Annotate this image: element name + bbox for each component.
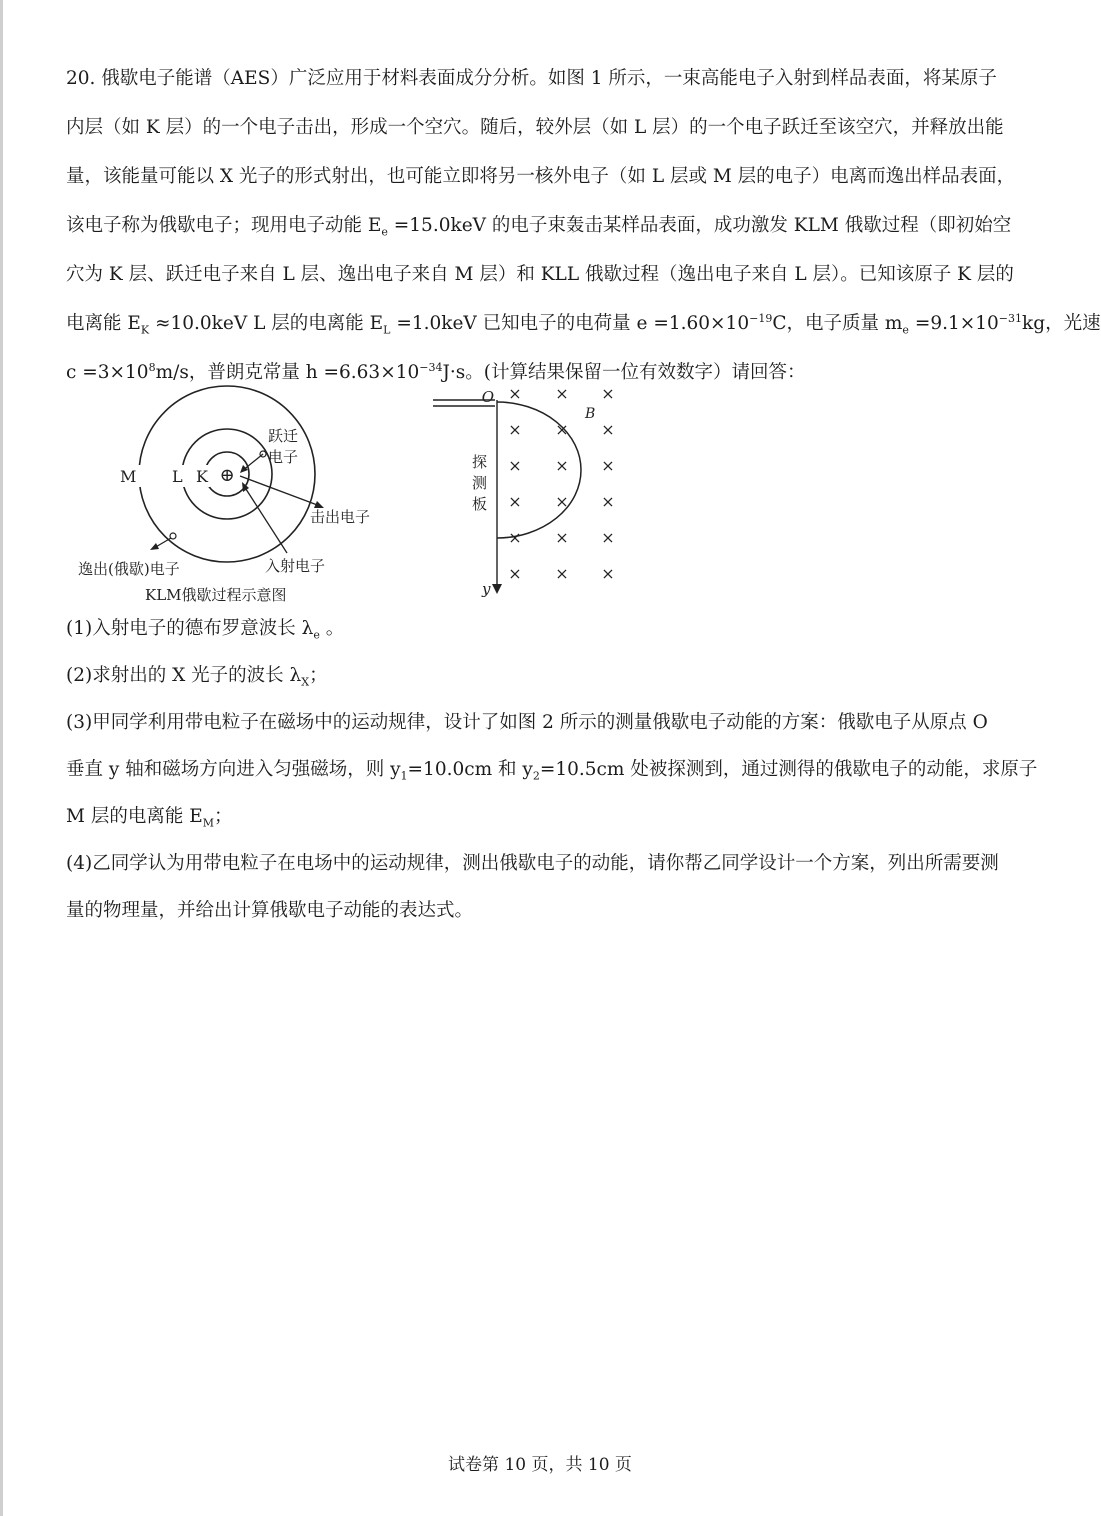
shell-label-l: L	[172, 467, 183, 486]
detector-label-2: 测	[472, 474, 488, 492]
field-cross: ×	[555, 420, 569, 439]
field-cross: ×	[601, 492, 615, 511]
field-cross: ×	[601, 456, 615, 475]
field-cross: ×	[601, 420, 615, 439]
field-cross: ×	[555, 492, 569, 511]
incident-arrowhead	[242, 482, 249, 492]
field-cross: ×	[508, 420, 522, 439]
problem-line: $c =3\times 10^8m/s$，普朗克常量 $h =6.63\times 10^{-34}J\cdot s$。(计算结果保留一位有效数字）请回答：	[66, 360, 806, 383]
ejected-arrow	[240, 476, 320, 506]
ejected-arrowhead	[314, 501, 324, 508]
auger-arrowhead	[150, 543, 159, 550]
transition-label-1: 跃迁	[268, 427, 299, 445]
problem-line: 量，该能量可能以 X 光子的形式射出，也可能立即将另一核外电子（如 L 层或 M 层的电子）电离而逸出样品表面，	[66, 166, 1016, 187]
question-3-line-3: M 层的电离能 $E_M$；	[66, 806, 233, 830]
problem-line: 穴为 K 层、跃迁电子来自 L 层、逸出电子来自 M 层）和 KLL 俄歇过程（逸出电子来自 L 层）。已知该原子 K 层的	[66, 264, 1014, 285]
question-2: (2)求射出的 X 光子的波长 $\lambda_X$；	[66, 665, 328, 689]
field-cross: ×	[601, 564, 615, 583]
question-4-line-2: 量的物理量，并给出计算俄歇电子动能的表达式。	[66, 900, 474, 921]
transition-label-2: 电子	[268, 448, 299, 466]
page-edge	[0, 0, 3, 1516]
detector-label-3: 板	[472, 495, 488, 513]
y-axis-label: y	[482, 580, 491, 598]
question-3-line-2: 垂直 y 轴和磁场方向进入匀强磁场，则 $y_1=10.0cm$ 和 $y_2=10.5cm$ 处被探测到，通过测得的俄歇电子的动能，求原子	[66, 759, 1038, 783]
figure-1-klm-diagram	[60, 385, 420, 610]
ejected-label: 击出电子	[310, 508, 371, 526]
field-cross: ×	[601, 528, 615, 547]
field-cross: ×	[508, 456, 522, 475]
problem-line: 20. 俄歇电子能谱（AES）广泛应用于材料表面成分分析。如图 1 所示，一束高能电子入射到样品表面，将某原子	[66, 68, 997, 89]
field-cross: ×	[555, 456, 569, 475]
field-cross: ×	[508, 528, 522, 547]
nucleus-icon: ⊕	[219, 465, 235, 486]
auger-label: 逸出(俄歇)电子	[78, 560, 180, 578]
detector-label-1: 探	[472, 453, 488, 471]
question-4-line-1: (4)乙同学认为用带电粒子在电场中的运动规律，测出俄歇电子的动能，请你帮乙同学设计一个方案，列出所需要测	[66, 853, 999, 874]
field-cross: ×	[555, 564, 569, 583]
question-3-line-1: (3)甲同学利用带电粒子在磁场中的运动规律，设计了如图 2 所示的测量俄歇电子动能的方案：俄歇电子从原点 O	[66, 712, 988, 733]
origin-label: O	[481, 388, 494, 406]
magnetic-field-crosses	[508, 384, 614, 583]
problem-statement	[66, 54, 1101, 397]
field-cross: ×	[508, 384, 522, 403]
problem-line: 内层（如 K 层）的一个电子击出，形成一个空穴。随后，较外层（如 L 层）的一个电子跃迁至该空穴，并释放出能	[66, 117, 1004, 138]
problem-line: 该电子称为俄歇电子；现用电子动能 $E_e =15.0keV$ 的电子束轰击某样品表面，成功激发 KLM 俄歇过程（即初始空	[66, 215, 1012, 239]
field-cross: ×	[555, 528, 569, 547]
field-cross: ×	[508, 492, 522, 511]
figure-2-magnetic-field	[425, 378, 635, 603]
page-footer: 试卷第 10 页，共 10 页	[448, 1455, 632, 1475]
questions	[66, 605, 1038, 934]
question-1: (1)入射电子的德布罗意波长 $\lambda_e$ 。	[66, 618, 345, 642]
problem-line: 电离能 $E_K \approx 10.0keV$ L 层的电离能 $E_L =1.0keV$ 已知电子的电荷量 $e =1.60\times 10^{-19}C$，电子质量 $m_e =9.1\times 10^{-31}kg$，光速	[66, 311, 1101, 337]
figure-1-caption: KLM俄歇过程示意图	[145, 586, 287, 604]
field-cross: ×	[555, 384, 569, 403]
field-label: B	[585, 406, 596, 422]
field-cross: ×	[601, 384, 615, 403]
field-cross: ×	[508, 564, 522, 583]
y-axis-arrowhead	[492, 584, 502, 594]
shell-label-m: M	[120, 467, 137, 486]
incident-label: 入射电子	[265, 557, 326, 575]
shell-label-k: K	[196, 467, 208, 486]
